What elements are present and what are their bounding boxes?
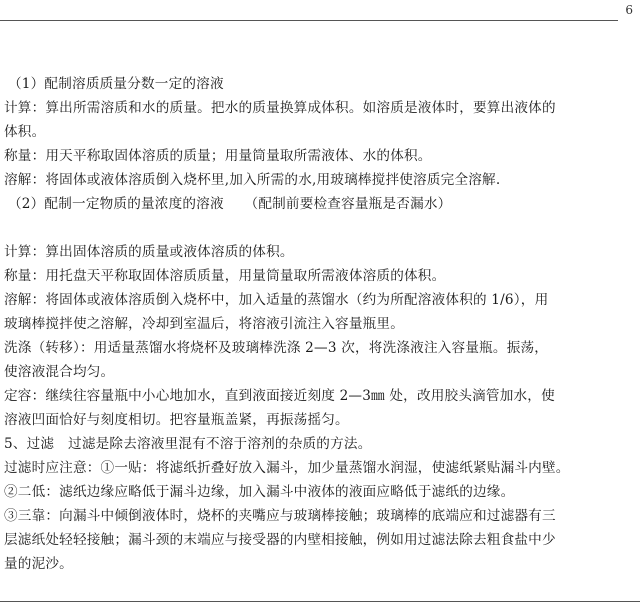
text-line: 量的泥沙。 [4,556,73,572]
text-line: 玻璃棒搅拌使之溶解，冷却到室温后，将溶液引流注入容量瓶里。 [4,316,405,332]
text-line: 体积。 [4,124,46,140]
text-line: 计算：算出所需溶质和水的质量。把水的质量换算成体积。如溶质是液体时，要算出液体的 [4,100,556,116]
text-line: 过滤时应注意：①一贴：将滤纸折叠好放入漏斗，加少量蒸馏水润湿，使滤纸紧贴漏斗内壁。 [4,460,570,476]
spacer [4,216,634,240]
text-line: ③三靠：向漏斗中倾倒液体时，烧杯的夹嘴应与玻璃棒接触；玻璃棒的底端应和过滤器有三 [4,508,556,524]
text-line: 溶解：将固体或液体溶质倒入烧杯里,加入所需的水,用玻璃棒搅拌使溶质完全溶解. [4,172,501,188]
text-line: 溶液凹面恰好与刻度相切。把容量瓶盖紧，再振荡摇匀。 [4,412,349,428]
header-rule [0,20,618,21]
text-line: 使溶液混合均匀。 [4,364,115,380]
footer-rule [0,601,640,602]
document-body [4,72,634,576]
text-line: 溶解：将固体或液体溶质倒入烧杯中，加入适量的蒸馏水（约为所配溶液体积的 1/6），用 [4,292,549,308]
page-number: 6 [625,3,633,17]
section-heading-filtration: 5、过滤 过滤是除去溶液里混有不溶于溶剂的杂质的方法。 [4,436,372,452]
text-line: 洗涤（转移）：用适量蒸馏水将烧杯及玻璃棒洗涤 2—3 次，将洗涤液注入容量瓶。振荡， [4,340,549,356]
section-heading-mass-fraction: （1）配制溶质质量分数一定的溶液 [8,76,224,92]
section-heading-molar-concentration: （2）配制一定物质的量浓度的溶液 （配制前要检查容量瓶是否漏水） [8,196,452,212]
text-line: 定容：继续往容量瓶中小心地加水，直到液面接近刻度 2—3㎜ 处，改用胶头滴管加水，使 [4,388,555,404]
text-line: 层滤纸处轻轻接触；漏斗颈的末端应与接受器的内壁相接触，例如用过滤法除去粗食盐中少 [4,532,556,548]
text-line: 称量：用天平称取固体溶质的质量；用量筒量取所需液体、水的体积。 [4,148,432,164]
text-line: 称量：用托盘天平称取固体溶质质量，用量筒量取所需液体溶质的体积。 [4,268,446,284]
text-line: 计算：算出固体溶质的质量或液体溶质的体积。 [4,244,294,260]
text-line: ②二低：滤纸边缘应略低于漏斗边缘，加入漏斗中液体的液面应略低于滤纸的边缘。 [4,484,515,500]
